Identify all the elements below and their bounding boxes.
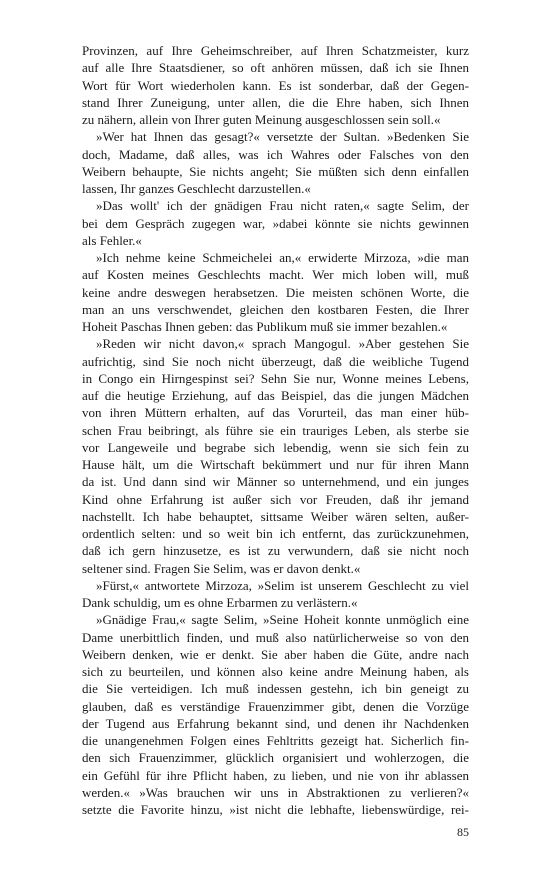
text-line: Hoheit Paschas Ihnen geben: das Publikum muß sie immer bezahlen.«	[82, 319, 448, 334]
text-line: Wort für Wort wiederholen kann. Es ist sonderbar, daß der Gegen-	[82, 77, 469, 93]
text-line: setzte die Favorite hinzu, »ist nicht die lebhafte, liebenswürdige, rei-	[82, 802, 469, 817]
text-line: Weibern behaupte, Sie nichts angeht; Sie müßten sich denn einfallen	[82, 163, 469, 179]
text-line: glauben, daß es verständige Frauenzimmer gibt, denen die Vorzüge	[82, 698, 469, 714]
text-line: zu nähern, allein von Ihrer guten Meinung ausgeschlossen sein soll.«	[82, 112, 441, 127]
text-line: den sich Frauenzimmer, glücklich organisiert und wohlerzogen, die	[82, 750, 469, 766]
text-line: auf die heutige Erziehung, auf das Beispiel, das die jungen Mädchen	[82, 388, 469, 403]
text-line: »Gnädige Frau,« sagte Selim, »Seine Hoheit konnte unmöglich eine	[96, 612, 469, 628]
text-line: ordentlich selten: und so weit bin ich entfernt, das zurückzunehmen,	[82, 526, 469, 541]
text-line: lassen, Ihr ganzes Geschlecht darzustellen.«	[82, 181, 311, 196]
text-line: werden.« »Was brauchen wir uns in Abstraktionen zu verlieren?«	[82, 784, 469, 800]
page-number: 85	[457, 825, 469, 839]
text-line: sich zu beurteilen, und können also keine andre Meinung haben, als	[82, 664, 469, 679]
text-line: »Das wollt' ich der gnädigen Frau nicht raten,« sagte Selim, der	[96, 198, 469, 214]
text-line: stand Ihrer Zuneigung, unter allen, die die Ehre haben, sich Ihnen	[82, 94, 469, 110]
text-line: aufrichtig, sind Sie noch nicht überzeugt, daß die weibliche Tugend	[82, 353, 469, 369]
text-line: in Congo ein Hirngespinst sei? Sehn Sie nur, Wonne meines Lebens,	[82, 370, 469, 386]
text-line: »Reden wir nicht davon,« sprach Mangogul. »Aber gestehen Sie	[96, 336, 469, 352]
text-line: daß ich gern hinzusetze, es ist zu verwundern, daß sie nicht noch	[82, 543, 469, 559]
text-line: von ihren Müttern erhalten, auf das Vorurteil, das man einer hüb-	[82, 405, 469, 421]
text-line: »Fürst,« antwortete Mirzoza, »Selim ist unserem Geschlecht zu viel	[96, 577, 469, 593]
text-line: die unangenehmen Folgen eines Fehltritts gezeigt hat. Sicherlich fin-	[82, 733, 469, 748]
text-line: seltener sind. Fragen Sie Selim, was er davon denkt.«	[82, 560, 361, 576]
text-line: »Wer hat Ihnen das gesagt?« versetzte der Sultan. »Bedenken Sie	[96, 129, 469, 145]
text-line: Hause hält, um die Wirtschaft bekümmert und nur für ihren Mann	[82, 457, 469, 472]
text-line: auf alle Ihre Staatsdiener, so oft anhören müssen, daß ich sie Ihnen	[82, 60, 469, 76]
text-line: der Tugend aus Erfahrung bekannt sind, und denen ihr Nachdenken	[82, 715, 469, 731]
text-line: ein Gefühl für ihre Pflicht haben, zu lieben, und nie von ihr ablassen	[82, 767, 469, 783]
text-line: doch, Madame, daß alles, was ich Wahres oder Falsches von den	[82, 146, 469, 162]
text-line: schen Frau beibringt, als führe sie ein trauriges Leben, als sterbe sie	[82, 422, 469, 438]
text-line: Provinzen, auf Ihre Geheimschreiber, auf Ihren Schatzmeister, kurz	[82, 43, 469, 58]
body-text	[82, 42, 469, 818]
text-line: bei dem Gespräch zugegen war, »dabei könnte sie nichts gewinnen	[82, 215, 469, 231]
text-line: Kind ohne Erfahrung ist außer sich vor Freuden, daß ihr jemand	[82, 491, 469, 507]
text-line: keine andre deswegen herabsetzen. Die meisten schönen Worte, die	[82, 284, 469, 300]
text-line: nachstellt. Ich habe behauptet, sittsame Weiber wären selten, außer-	[82, 508, 469, 524]
text-line: »Ich nehme keine Schmeichelei an,« erwiderte Mirzoza, »die man	[96, 250, 469, 265]
text-line: Dame unerbittlich finden, und muß also natürlicherweise so von den	[82, 629, 469, 645]
text-line: vor Langeweile und begrabe sich lebendig, wenn sie sich fein zu	[82, 439, 469, 455]
text-line: Dank schuldig, um es ohne Erbarmen zu verlästern.«	[82, 595, 358, 610]
text-line: auf Kosten meines Geschlechts macht. Wer mich loben will, muß	[82, 267, 469, 283]
text-line: die Sie verteidigen. Ich muß indessen gestehn, ich bin geneigt zu	[82, 681, 469, 697]
text-line: da ist. Und dann sind wir Männer so unternehmend, und ein junges	[82, 474, 469, 490]
text-line: man an uns verschwendet, gleichen den kostbaren Festen, die Ihrer	[82, 301, 469, 317]
text-line: als Fehler.«	[82, 232, 142, 248]
text-line: Weibern denken, wie er denkt. Sie aber haben die Güte, andre nach	[82, 646, 469, 662]
